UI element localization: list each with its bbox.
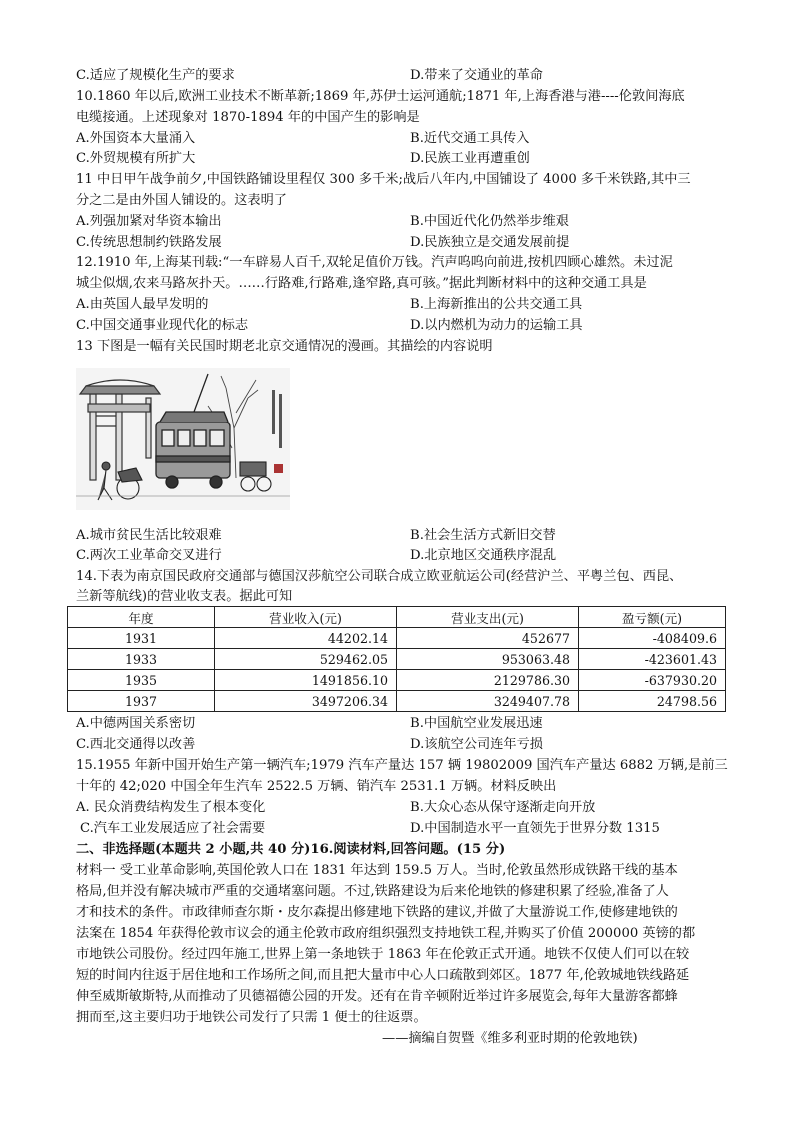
table-row xyxy=(68,628,726,649)
q10-stem-line2: 电缆接通。上述现象对 1870-1894 年的中国产生的影响是 xyxy=(76,110,420,125)
material1-line6: 短的时间内往返于居住地和工作场所之间,而且把大量市中心人口疏散到郊区。1877 年,伦敦城地铁线路延 xyxy=(76,968,690,983)
q12-option-c: C.中国交通事业现代化的标志 xyxy=(76,318,249,333)
table-cell: -423601.43 xyxy=(579,649,726,670)
table-cell: 44202.14 xyxy=(215,628,397,649)
table-row xyxy=(68,691,726,712)
table-header-balance: 盈亏额(元) xyxy=(579,607,726,628)
q12-option-b: B.上海新推出的公共交通工具 xyxy=(410,297,583,312)
table-cell: 1935 xyxy=(68,670,215,691)
table-cell: 1933 xyxy=(68,649,215,670)
table-cell: 953063.48 xyxy=(397,649,579,670)
q14-option-a: A.中德两国关系密切 xyxy=(76,716,196,731)
q13-stem: 13 下图是一幅有关民国时期老北京交通情况的漫画。其描绘的内容说明 xyxy=(76,339,493,354)
q11-stem-line2: 分之二是由外国人铺设的。这表明了 xyxy=(76,193,287,208)
q10-option-a: A.外国资本大量涌入 xyxy=(76,131,196,146)
table-cell: 452677 xyxy=(397,628,579,649)
tram-sketch-illustration xyxy=(76,368,290,510)
revenue-table xyxy=(67,606,726,712)
material1-line5: 市地铁公司股份。经过四年施工,世界上第一条地铁于 1863 年在伦敦正式开通。地铁不仅使人们可以在较 xyxy=(76,947,690,962)
table-row xyxy=(68,670,726,691)
material1-source: ——摘编自贺暨《维多利亚时期的伦敦地铁) xyxy=(382,1031,638,1046)
q10-stem-line1: 10.1860 年以后,欧洲工业技术不断革新;1869 年,苏伊士运河通航;1871 年,上海香港与港----伦敦间海底 xyxy=(76,89,685,104)
q9-option-d: D.带来了交通业的革命 xyxy=(410,68,543,83)
q12-option-a: A.由英国人最早发明的 xyxy=(76,297,209,312)
q15-option-c: C.汽车工业发展适应了社会需要 xyxy=(80,821,266,836)
q13-option-b: B.社会生活方式新旧交替 xyxy=(410,528,556,543)
table-header-revenue: 营业收入(元) xyxy=(215,607,397,628)
q14-option-c: C.西北交通得以改善 xyxy=(76,737,196,752)
q15-stem-line1: 15.1955 年新中国开始生产第一辆汽车;1979 汽车产量达 157 辆 19802009 国汽车产量达 6882 万辆,是前三 xyxy=(76,758,728,773)
q13-option-a: A.城市贫民生活比较艰难 xyxy=(76,528,222,543)
q11-option-d: D.民族独立是交通发展前提 xyxy=(410,235,570,250)
table-cell: 3249407.78 xyxy=(397,691,579,712)
q10-option-c: C.外贸规模有所扩大 xyxy=(76,151,196,166)
q11-stem-line1: 11 中日甲午战争前夕,中国铁路铺设里程仅 300 多千米;战后八年内,中国铺设了 4000 多千米铁路,其中三 xyxy=(76,172,691,187)
q15-option-b: B.大众心态从保守逐渐走向开放 xyxy=(410,800,596,815)
table-cell: 3497206.34 xyxy=(215,691,397,712)
table-header-row xyxy=(68,607,726,628)
table-cell: 1931 xyxy=(68,628,215,649)
material1-line3: 才和技术的条件。市政律师查尔斯・皮尔森提出修建地下铁路的建议,并做了大量游说工作,使修建地铁的 xyxy=(76,905,678,920)
q14-stem-line1: 14.下表为南京国民政府交通部与德国汉莎航空公司联合成立欧亚航运公司(经营沪兰、平粤兰包、西昆、 xyxy=(76,569,683,584)
q10-option-d: D.民族工业再遭重创 xyxy=(410,151,530,166)
q9-option-c: C.适应了规模化生产的要求 xyxy=(76,68,235,83)
q12-stem-line2: 城尘似烟,农来马路灰扑天。……行路难,行路难,逢窄路,真可骇。”据此判断材料中的这种交通工具是 xyxy=(76,276,647,291)
table-header-year: 年度 xyxy=(68,607,215,628)
q14-option-b: B.中国航空业发展迅速 xyxy=(410,716,543,731)
q12-option-d: D.以内燃机为动力的运输工具 xyxy=(410,318,583,333)
q11-option-b: B.中国近代化仍然举步维艰 xyxy=(410,214,569,229)
table-row xyxy=(68,649,726,670)
table-cell: 2129786.30 xyxy=(397,670,579,691)
table-cell: 1937 xyxy=(68,691,215,712)
q15-stem-line2: 十年的 42;020 中国全年生汽车 2522.5 万辆、销汽车 2531.1 万辆。材料反映出 xyxy=(76,779,557,794)
q13-option-d: D.北京地区交通秩序混乱 xyxy=(410,548,557,563)
q14-option-d: D.该航空公司连年亏损 xyxy=(410,737,543,752)
material1-line4: 法案在 1854 年获得伦敦市议会的通主伦敦市政府组织强烈支持地铁工程,并购买了价值 200000 英镑的都 xyxy=(76,926,696,941)
material1-line8: 拥而至,这主要归功于地铁公司发行了只需 1 便士的往返票。 xyxy=(76,1010,427,1025)
q15-option-a: A. 民众消费结构发生了根本变化 xyxy=(76,800,266,815)
q15-option-d: D.中国制造水平一直领先于世界分数 1315 xyxy=(410,821,660,836)
material1-line1: 材料一 受工业革命影响,英国伦敦人口在 1831 年达到 159.5 万人。当时,伦敦虽然形成铁路干线的基本 xyxy=(76,863,678,878)
q13-option-c: C.两次工业革命交叉进行 xyxy=(76,548,222,563)
material1-line2: 格局,但并没有解决城市严重的交通堵塞问题。不过,铁路建设为后来伦地铁的修建积累了经验,准备了人 xyxy=(76,884,669,899)
table-cell: 24798.56 xyxy=(579,691,726,712)
table-cell: -408409.6 xyxy=(579,628,726,649)
q12-stem-line1: 12.1910 年,上海某刊载:“一车辟易人百千,双轮足值价万钱。汽声呜呜向前进,按机四顾心雄然。未过泥 xyxy=(76,255,673,270)
q10-option-b: B.近代交通工具传入 xyxy=(410,131,530,146)
q14-stem-line2: 兰新等航线)的营业收支表。据此可知 xyxy=(76,589,293,604)
q11-option-a: A.列强加紧对华资本输出 xyxy=(76,214,222,229)
material1-line7: 伸至威斯敏斯特,从而推动了贝德福德公园的开发。还有在肯辛顿附近举过许多展览会,每年大量游客都蜂 xyxy=(76,989,678,1004)
table-cell: 1491856.10 xyxy=(215,670,397,691)
q11-option-c: C.传统思想制约铁路发展 xyxy=(76,235,222,250)
section2-heading: 二、非选择题(本题共 2 小题,共 40 分)16.阅读材料,回答问题。(15 分) xyxy=(76,842,506,857)
table-header-expense: 营业支出(元) xyxy=(397,607,579,628)
table-cell: -637930.20 xyxy=(579,670,726,691)
table-cell: 529462.05 xyxy=(215,649,397,670)
